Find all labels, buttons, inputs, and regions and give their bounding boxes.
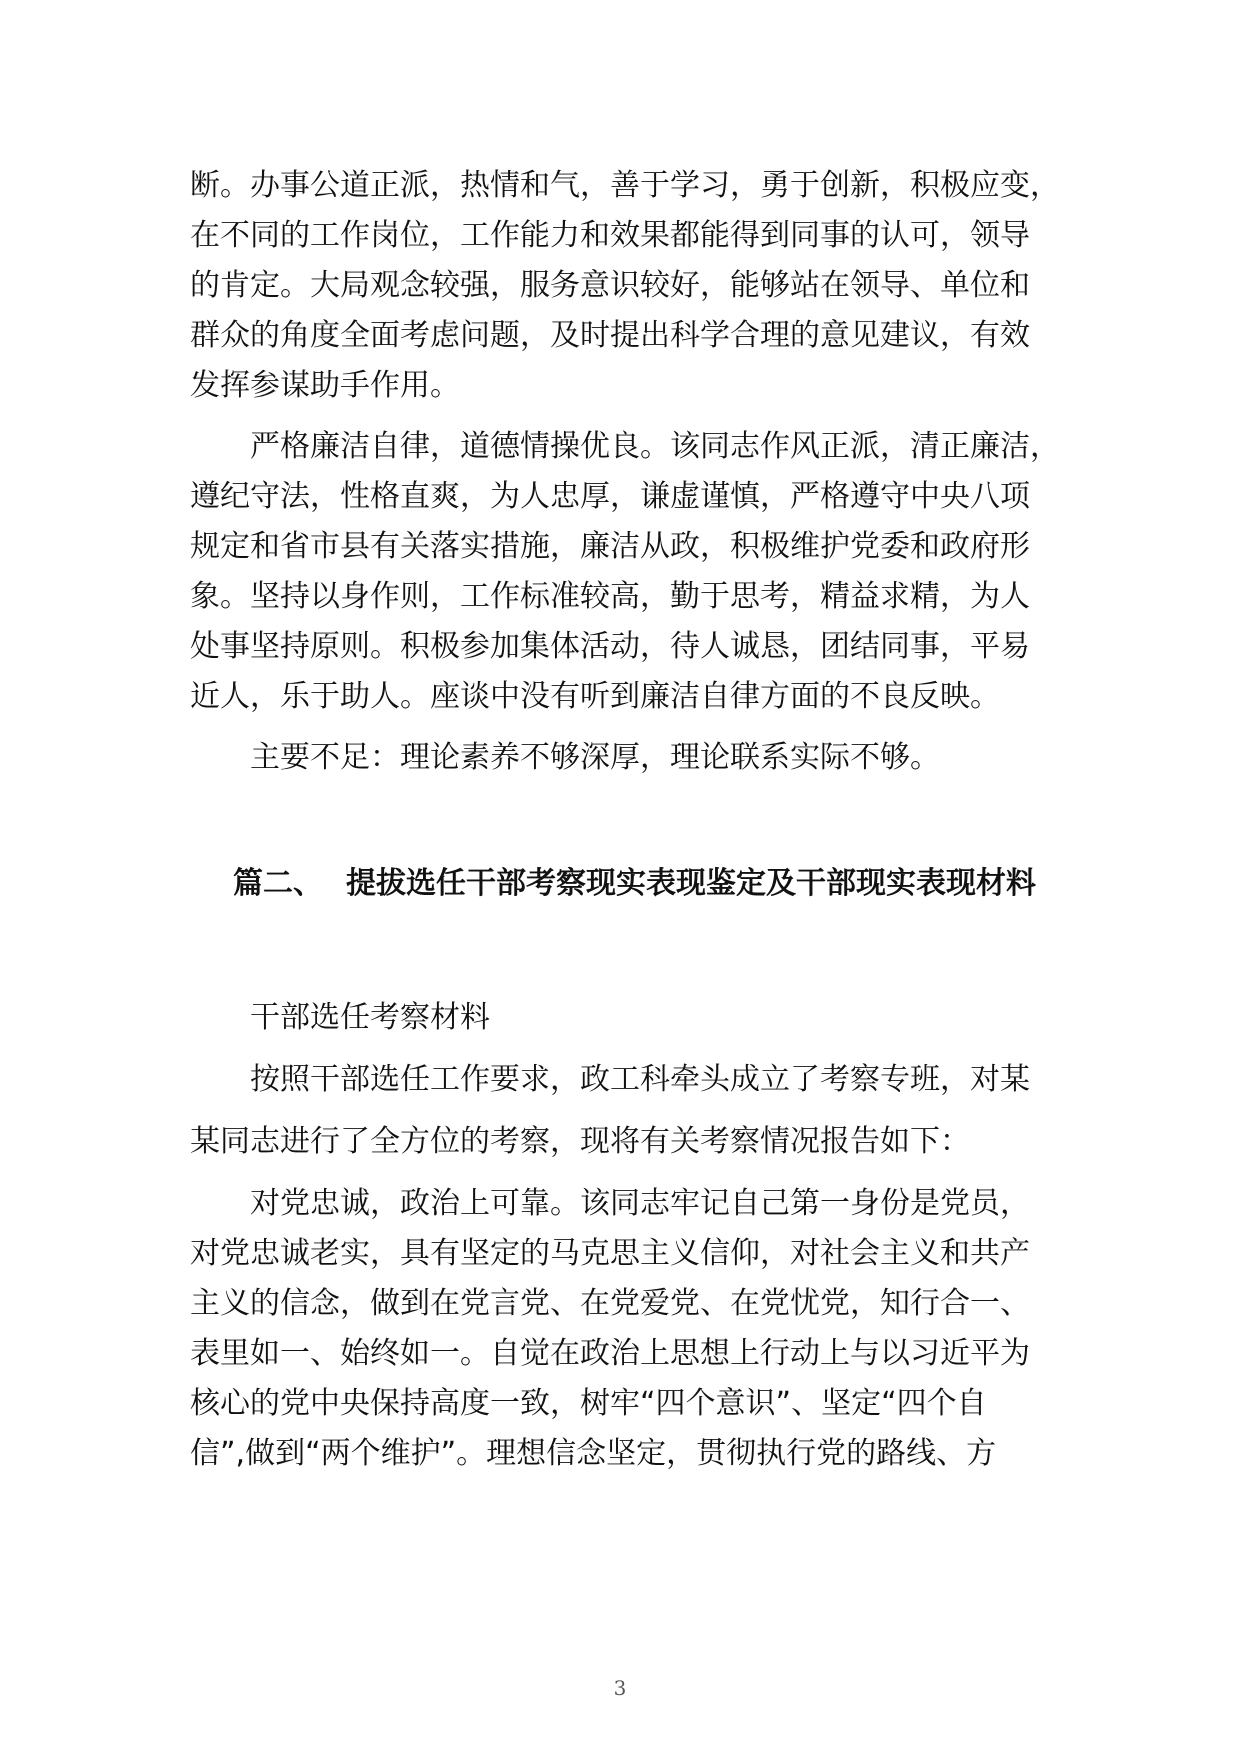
body-text-line: 某同志进行了全方位的考察，现将有关考察情况报告如下： (190, 1124, 970, 1159)
body-text-line: 处事坚持原则。积极参加集体活动，待人诚恳，团结同事，平易 (190, 629, 1030, 664)
body-text-line: 核心的党中央保持高度一致，树牢“四个意识”、坚定“四个自 (190, 1386, 987, 1421)
body-text-line: 象。坚持以身作则，工作标准较高，勤于思考，精益求精，为人 (190, 579, 1030, 614)
body-text-line: 对党忠诚，政治上可靠。该同志牢记自己第一身份是党员， (250, 1186, 1030, 1221)
section-title: 提拔选任干部考察现实表现鉴定及干部现实表现材料 (346, 866, 1036, 901)
body-text-line: 表里如一、始终如一。自觉在政治上思想上行动上与以习近平为 (190, 1336, 1030, 1371)
body-text-line: 的肯定。大局观念较强，服务意识较好，能够站在领导、单位和 (190, 268, 1030, 303)
body-text-line: 主要不足：理论素养不够深厚，理论联系实际不够。 (250, 740, 940, 775)
body-text-line: 遵纪守法，性格直爽，为人忠厚，谦虚谨慎，严格遵守中央八项 (190, 479, 1030, 514)
body-text-line: 发挥参谋助手作用。 (190, 368, 460, 403)
body-text-line: 规定和省市县有关落实措施，廉洁从政，积极维护党委和政府形 (190, 529, 1030, 564)
body-text-line: 对党忠诚老实，具有坚定的马克思主义信仰，对社会主义和共产 (190, 1236, 1030, 1271)
body-text-line: 主义的信念，做到在党言党、在党爱党、在党忧党，知行合一、 (190, 1286, 1030, 1321)
material-title: 干部选任考察材料 (250, 1000, 490, 1035)
body-text-line: 在不同的工作岗位，工作能力和效果都能得到同事的认可，领导 (190, 218, 1030, 253)
body-text-line: 近人，乐于助人。座谈中没有听到廉洁自律方面的不良反映。 (190, 679, 1000, 714)
page-number: 3 (613, 1676, 627, 1700)
section-heading (233, 864, 1036, 904)
body-text-line: 群众的角度全面考虑问题，及时提出科学合理的意见建议，有效 (190, 318, 1030, 353)
body-text-line: 严格廉洁自律，道德情操优良。该同志作风正派，清正廉洁， (250, 429, 1060, 464)
body-text-line: 信”,做到“两个维护”。理想信念坚定，贯彻执行党的路线、方 (190, 1436, 997, 1471)
section-number: 篇二、 (233, 866, 323, 901)
body-text-line: 按照干部选任工作要求，政工科牵头成立了考察专班，对某 (250, 1062, 1030, 1097)
body-text-line: 断。办事公道正派，热情和气，善于学习，勇于创新，积极应变， (190, 168, 1060, 203)
